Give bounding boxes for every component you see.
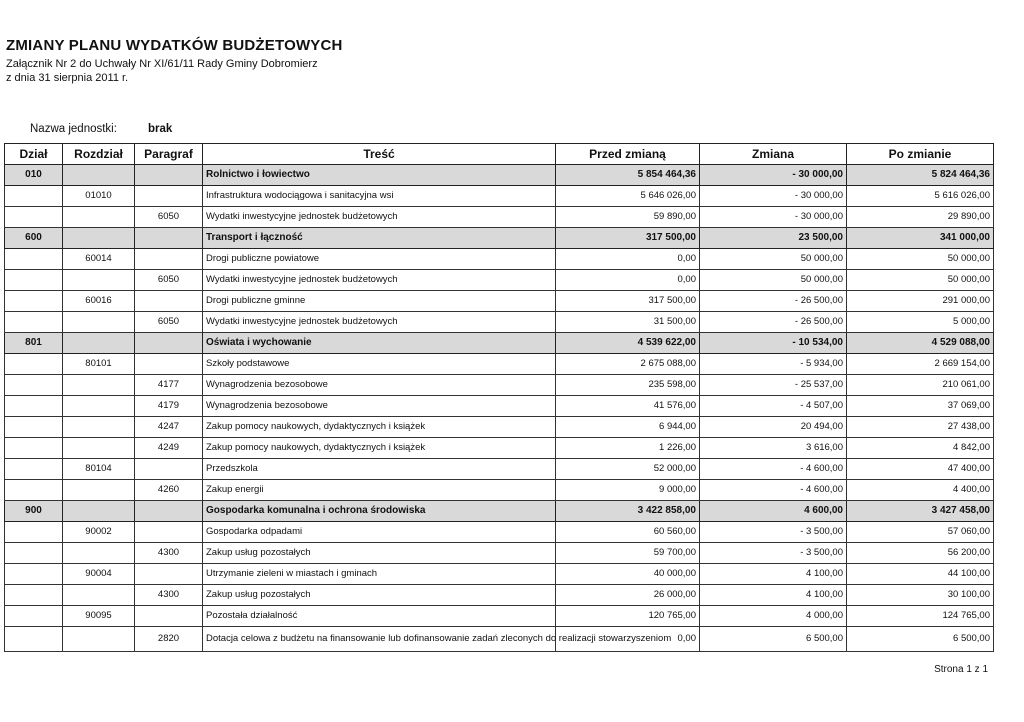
cell-zmiana: - 4 600,00 [700,459,847,480]
cell-dzial: 600 [5,228,63,249]
cell-zmiana: - 26 500,00 [700,291,847,312]
table-row-rozdzial [5,249,994,270]
cell-tresc: Oświata i wychowanie [203,333,556,354]
cell-dzial [5,375,63,396]
cell-dzial [5,480,63,501]
table-row-paragraf [5,480,994,501]
cell-tresc: Wydatki inwestycyjne jednostek budżetowych [203,207,556,228]
cell-tresc: Pozostała działalność [203,606,556,627]
cell-paragraf: 6050 [135,270,203,291]
cell-paragraf: 4300 [135,543,203,564]
cell-zmiana: - 30 000,00 [700,165,847,186]
cell-po-zmianie: 50 000,00 [847,270,994,291]
cell-przed-zmiana: 0,00 [556,627,700,652]
table-row-dzial [5,165,994,186]
cell-paragraf: 4300 [135,585,203,606]
cell-rozdzial [63,501,135,522]
cell-zmiana: 6 500,00 [700,627,847,652]
cell-przed-zmiana: 40 000,00 [556,564,700,585]
cell-przed-zmiana: 31 500,00 [556,312,700,333]
cell-po-zmianie: 56 200,00 [847,543,994,564]
cell-dzial: 900 [5,501,63,522]
cell-zmiana: 50 000,00 [700,270,847,291]
table-row-paragraf [5,417,994,438]
cell-rozdzial [63,627,135,652]
cell-przed-zmiana: 0,00 [556,249,700,270]
cell-zmiana: - 4 507,00 [700,396,847,417]
cell-dzial [5,207,63,228]
cell-przed-zmiana: 317 500,00 [556,291,700,312]
table-row-paragraf [5,375,994,396]
cell-przed-zmiana: 6 944,00 [556,417,700,438]
cell-tresc: Szkoły podstawowe [203,354,556,375]
cell-rozdzial: 01010 [63,186,135,207]
header-przed-zmiana: Przed zmianą [556,144,700,165]
table-row-paragraf [5,627,994,652]
cell-dzial: 010 [5,165,63,186]
cell-zmiana: - 30 000,00 [700,207,847,228]
cell-rozdzial [63,396,135,417]
cell-tresc: Drogi publiczne powiatowe [203,249,556,270]
cell-dzial: 801 [5,333,63,354]
cell-rozdzial [63,375,135,396]
table-row-paragraf [5,207,994,228]
cell-zmiana: 4 100,00 [700,585,847,606]
cell-tresc: Gospodarka komunalna i ochrona środowiska [203,501,556,522]
cell-przed-zmiana: 5 854 464,36 [556,165,700,186]
table-row-dzial [5,333,994,354]
cell-dzial [5,186,63,207]
cell-paragraf: 4247 [135,417,203,438]
unit-name-value: brak [148,123,173,135]
document-subtitle-date: z dnia 31 sierpnia 2011 r. [6,72,129,84]
cell-tresc: Infrastruktura wodociągowa i sanitacyjna wsi [203,186,556,207]
cell-dzial [5,249,63,270]
table-row-dzial [5,228,994,249]
cell-rozdzial: 90095 [63,606,135,627]
cell-zmiana: 4 600,00 [700,501,847,522]
cell-po-zmianie: 50 000,00 [847,249,994,270]
cell-przed-zmiana: 0,00 [556,270,700,291]
cell-rozdzial [63,165,135,186]
cell-po-zmianie: 44 100,00 [847,564,994,585]
cell-po-zmianie: 4 842,00 [847,438,994,459]
cell-po-zmianie: 3 427 458,00 [847,501,994,522]
cell-rozdzial: 60016 [63,291,135,312]
cell-przed-zmiana: 52 000,00 [556,459,700,480]
header-zmiana: Zmiana [700,144,847,165]
cell-tresc: Wynagrodzenia bezosobowe [203,375,556,396]
cell-paragraf [135,354,203,375]
cell-paragraf: 2820 [135,627,203,652]
cell-przed-zmiana: 59 700,00 [556,543,700,564]
cell-paragraf [135,564,203,585]
cell-zmiana: 20 494,00 [700,417,847,438]
cell-tresc: Zakup pomocy naukowych, dydaktycznych i książek [203,438,556,459]
cell-paragraf [135,459,203,480]
cell-tresc: Zakup pomocy naukowych, dydaktycznych i książek [203,417,556,438]
cell-rozdzial: 80101 [63,354,135,375]
cell-dzial [5,585,63,606]
table-row-paragraf [5,396,994,417]
cell-paragraf: 4249 [135,438,203,459]
cell-przed-zmiana: 1 226,00 [556,438,700,459]
cell-rozdzial [63,270,135,291]
cell-przed-zmiana: 4 539 622,00 [556,333,700,354]
cell-przed-zmiana: 317 500,00 [556,228,700,249]
cell-przed-zmiana: 5 646 026,00 [556,186,700,207]
cell-dzial [5,417,63,438]
cell-dzial [5,543,63,564]
cell-paragraf: 4179 [135,396,203,417]
table-row-rozdzial [5,354,994,375]
cell-rozdzial [63,207,135,228]
cell-paragraf [135,606,203,627]
cell-przed-zmiana: 41 576,00 [556,396,700,417]
cell-paragraf [135,522,203,543]
cell-po-zmianie: 27 438,00 [847,417,994,438]
cell-paragraf [135,186,203,207]
header-paragraf: Paragraf [135,144,203,165]
cell-po-zmianie: 6 500,00 [847,627,994,652]
cell-dzial [5,396,63,417]
cell-tresc: Rolnictwo i łowiectwo [203,165,556,186]
cell-po-zmianie: 5 000,00 [847,312,994,333]
cell-po-zmianie: 2 669 154,00 [847,354,994,375]
cell-rozdzial [63,543,135,564]
cell-zmiana: 4 100,00 [700,564,847,585]
cell-zmiana: - 10 534,00 [700,333,847,354]
cell-przed-zmiana: 9 000,00 [556,480,700,501]
header-dzial: Dział [5,144,63,165]
cell-po-zmianie: 57 060,00 [847,522,994,543]
cell-dzial [5,438,63,459]
cell-przed-zmiana: 60 560,00 [556,522,700,543]
cell-zmiana: 4 000,00 [700,606,847,627]
table-row-paragraf [5,543,994,564]
cell-po-zmianie: 5 824 464,36 [847,165,994,186]
table-row-rozdzial [5,564,994,585]
cell-przed-zmiana: 3 422 858,00 [556,501,700,522]
cell-dzial [5,312,63,333]
table-row-rozdzial [5,291,994,312]
cell-paragraf [135,165,203,186]
table-row-paragraf [5,270,994,291]
cell-paragraf [135,333,203,354]
cell-paragraf: 6050 [135,207,203,228]
cell-paragraf: 6050 [135,312,203,333]
cell-zmiana: 50 000,00 [700,249,847,270]
page-number: Strona 1 z 1 [934,664,988,675]
table-row-rozdzial [5,459,994,480]
unit-name-label: Nazwa jednostki: [30,123,117,135]
cell-rozdzial [63,480,135,501]
cell-przed-zmiana: 59 890,00 [556,207,700,228]
cell-paragraf [135,501,203,522]
cell-zmiana: - 5 934,00 [700,354,847,375]
table-row-rozdzial [5,606,994,627]
cell-po-zmianie: 4 400,00 [847,480,994,501]
budget-changes-table [4,143,994,652]
cell-dzial [5,522,63,543]
header-rozdzial: Rozdział [63,144,135,165]
cell-przed-zmiana: 26 000,00 [556,585,700,606]
cell-rozdzial [63,228,135,249]
table-row-paragraf [5,585,994,606]
table-row-paragraf [5,438,994,459]
cell-dzial [5,627,63,652]
cell-tresc: Zakup usług pozostałych [203,543,556,564]
cell-tresc: Przedszkola [203,459,556,480]
header-po-zmianie: Po zmianie [847,144,994,165]
cell-tresc: Zakup energii [203,480,556,501]
cell-paragraf: 4177 [135,375,203,396]
cell-paragraf [135,249,203,270]
cell-rozdzial [63,333,135,354]
cell-rozdzial: 90004 [63,564,135,585]
cell-zmiana: - 26 500,00 [700,312,847,333]
cell-po-zmianie: 5 616 026,00 [847,186,994,207]
cell-po-zmianie: 291 000,00 [847,291,994,312]
cell-po-zmianie: 30 100,00 [847,585,994,606]
cell-rozdzial [63,417,135,438]
cell-zmiana: 3 616,00 [700,438,847,459]
cell-dzial [5,354,63,375]
cell-po-zmianie: 341 000,00 [847,228,994,249]
document-title: ZMIANY PLANU WYDATKÓW BUDŻETOWYCH [6,37,343,54]
cell-po-zmianie: 47 400,00 [847,459,994,480]
table-header-row [5,144,994,165]
cell-przed-zmiana: 235 598,00 [556,375,700,396]
document-subtitle-resolution: Załącznik Nr 2 do Uchwały Nr XI/61/11 Rady Gminy Dobromierz [6,58,318,70]
cell-rozdzial [63,585,135,606]
cell-zmiana: - 3 500,00 [700,522,847,543]
cell-tresc: Drogi publiczne gminne [203,291,556,312]
cell-po-zmianie: 29 890,00 [847,207,994,228]
table-row-rozdzial [5,186,994,207]
cell-dzial [5,270,63,291]
cell-paragraf: 4260 [135,480,203,501]
cell-przed-zmiana: 2 675 088,00 [556,354,700,375]
cell-tresc: Wydatki inwestycyjne jednostek budżetowych [203,312,556,333]
cell-paragraf [135,291,203,312]
cell-tresc: Utrzymanie zieleni w miastach i gminach [203,564,556,585]
cell-tresc: Transport i łączność [203,228,556,249]
cell-tresc: Wydatki inwestycyjne jednostek budżetowych [203,270,556,291]
cell-rozdzial [63,312,135,333]
cell-rozdzial: 80104 [63,459,135,480]
cell-przed-zmiana: 120 765,00 [556,606,700,627]
cell-dzial [5,459,63,480]
cell-dzial [5,564,63,585]
header-tresc: Treść [203,144,556,165]
cell-paragraf [135,228,203,249]
cell-po-zmianie: 210 061,00 [847,375,994,396]
cell-zmiana: - 25 537,00 [700,375,847,396]
cell-po-zmianie: 37 069,00 [847,396,994,417]
cell-tresc: Gospodarka odpadami [203,522,556,543]
table-row-paragraf [5,312,994,333]
cell-rozdzial [63,438,135,459]
cell-po-zmianie: 4 529 088,00 [847,333,994,354]
table-row-dzial [5,501,994,522]
cell-zmiana: - 30 000,00 [700,186,847,207]
cell-zmiana: 23 500,00 [700,228,847,249]
cell-zmiana: - 4 600,00 [700,480,847,501]
cell-rozdzial: 90002 [63,522,135,543]
table-row-rozdzial [5,522,994,543]
cell-po-zmianie: 124 765,00 [847,606,994,627]
cell-tresc: Zakup usług pozostałych [203,585,556,606]
cell-dzial [5,606,63,627]
cell-tresc: Wynagrodzenia bezosobowe [203,396,556,417]
cell-dzial [5,291,63,312]
cell-zmiana: - 3 500,00 [700,543,847,564]
cell-rozdzial: 60014 [63,249,135,270]
cell-tresc: Dotacja celowa z budżetu na finansowanie lub dofinansowanie zadań zleconych do realizacji stowarzyszeniom [203,627,556,652]
